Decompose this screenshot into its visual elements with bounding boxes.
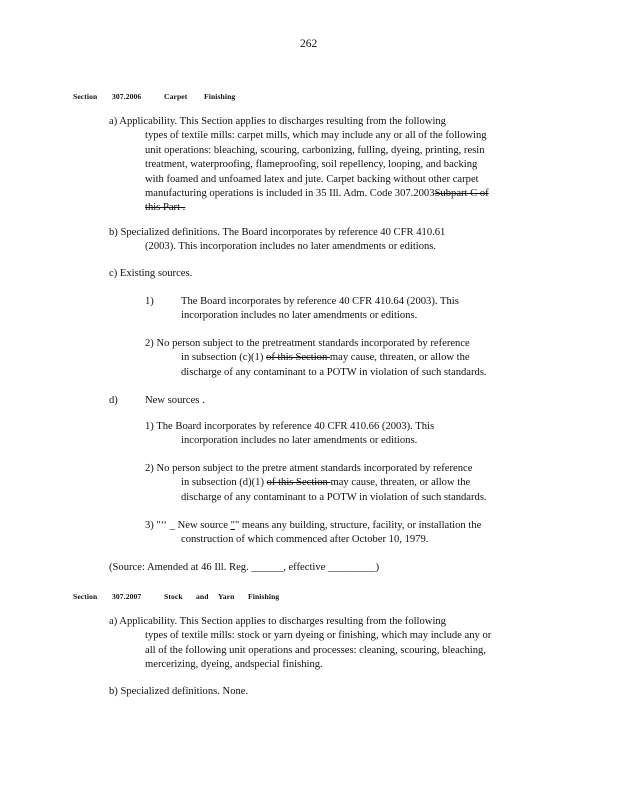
text-line: b) Specialized definitions. The Board incorporates by reference 40 CFR 410.61 xyxy=(109,227,446,238)
text-line xyxy=(145,476,487,490)
underlined-text: " xyxy=(230,520,235,531)
section-heading-307-2006 xyxy=(0,90,618,104)
paragraph-d1 xyxy=(145,420,434,449)
text-fragment: manufacturing operations is included in 35 Ill. Adm. Code 307.2003 xyxy=(145,188,435,200)
struck-text: of this Section xyxy=(266,352,330,364)
paragraph-c-heading: c) Existing sources. xyxy=(109,268,193,279)
text-line: 1) The Board incorporates by reference 40 CFR 410.66 (2003). This xyxy=(145,421,435,432)
text-fragment: (Source: Amended at 46 Ill. Reg. xyxy=(109,562,252,573)
paragraph-a-applicability-2007 xyxy=(109,615,491,673)
section-number: 307.2007 xyxy=(112,592,142,601)
blank-line: ______ xyxy=(251,562,284,573)
text-line: 2) No person subject to the pretreatment standards incorporated by reference xyxy=(145,338,470,349)
section-label: Section xyxy=(73,92,98,101)
text-line: mercerizing, dyeing, andspecial finishing. xyxy=(145,659,323,671)
blank-line: _________ xyxy=(328,562,376,573)
text-fragment: may cause, threaten, or allow the xyxy=(329,352,470,364)
text-line: unit operations: bleaching, scouring, carbonizing, fulling, dyeing, printing, resin xyxy=(145,144,485,156)
page-number: 262 xyxy=(300,38,318,50)
text-fragment: ) xyxy=(375,562,380,573)
text-line: a) Applicability. This Section applies to discharges resulting from the following xyxy=(109,616,446,627)
text-line: construction of which commenced after October 10, 1979. xyxy=(181,534,429,546)
section-title-word: Yarn xyxy=(218,592,235,601)
text-line: all of the following unit operations and processes: cleaning, scouring, bleaching, xyxy=(145,644,486,656)
text-line: discharge of any contaminant to a POTW in violation of such standards. xyxy=(181,491,487,503)
section-title-word: and xyxy=(196,592,209,601)
text-line: (2003). This incorporation includes no later amendments or editions. xyxy=(145,241,437,253)
item-number: d) xyxy=(109,395,118,406)
paragraph-d3 xyxy=(145,519,481,548)
text-line: The Board incorporates by reference 40 CFR 410.64 (2003). This xyxy=(181,296,459,307)
text-line xyxy=(145,351,487,365)
section-number: 307.2006 xyxy=(112,92,142,101)
text-fragment: " means any building, structure, facility, or installation the xyxy=(234,520,482,531)
section-title-word: Stock xyxy=(164,592,183,601)
paragraph-a-applicability xyxy=(109,115,489,216)
paragraph-b-definitions xyxy=(109,226,445,255)
section-title-word: Finishing xyxy=(248,592,280,601)
paragraph-c1 xyxy=(181,295,459,324)
text-line: incorporation includes no later amendments or editions. xyxy=(181,435,418,447)
text-line: 2) No person subject to the pretre atment standards incorporated by reference xyxy=(145,463,473,474)
text-line: types of textile mills: carpet mills, which may include any or all of the following xyxy=(145,130,487,142)
section-heading-307-2007 xyxy=(0,590,618,604)
text-fragment: may cause, threaten, or allow the xyxy=(330,477,471,489)
text-fragment: in subsection (c)(1) xyxy=(181,352,267,364)
paragraph-d-heading: New sources . xyxy=(145,395,205,406)
section-label: Section xyxy=(73,592,98,601)
text-line xyxy=(145,519,481,533)
struck-text: Subpart C of xyxy=(434,188,489,200)
text-line xyxy=(109,201,489,215)
text-fragment: in subsection (d)(1) xyxy=(181,477,267,489)
text-line: discharge of any contaminant to a POTW in violation of such standards. xyxy=(181,366,487,378)
text-line: incorporation includes no later amendments or editions. xyxy=(181,310,418,322)
struck-text: this Part . xyxy=(145,202,186,214)
text-line xyxy=(109,187,489,201)
text-fragment: 3) "‘‘ _ New source xyxy=(145,520,231,531)
text-fragment: , effective xyxy=(283,562,328,573)
paragraph-d2 xyxy=(145,462,487,505)
section-title-word: Carpet xyxy=(164,92,188,101)
struck-text: of this Section xyxy=(266,477,331,489)
text-line: a) Applicability. This Section applies to discharges resulting from the following xyxy=(109,116,446,127)
item-number: 1) xyxy=(145,296,154,307)
text-line: with foamed and unfoamed latex and jute. Carpet backing without other carpet xyxy=(145,173,479,185)
paragraph-b-definitions-2007: b) Specialized definitions. None. xyxy=(109,686,249,697)
source-note xyxy=(109,561,379,575)
paragraph-c2 xyxy=(145,337,487,380)
text-line: types of textile mills: stock or yarn dyeing or finishing, which may include any or xyxy=(145,630,492,642)
text-line: treatment, waterproofing, flameproofing, soil repellency, looping, and backing xyxy=(145,159,478,171)
section-title-word: Finishing xyxy=(204,92,236,101)
